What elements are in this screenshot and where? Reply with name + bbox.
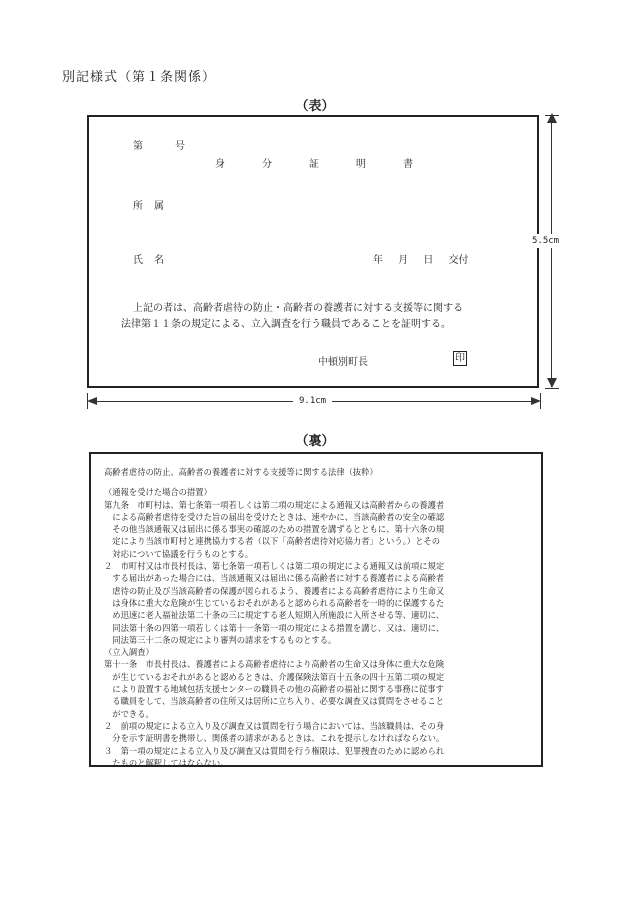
law-line: する届出があった場合には、当該通報又は届出に係る高齢者に対する養護者による高齢者 [104,573,445,584]
name-label: 氏名 [133,255,175,266]
spacer [104,478,532,486]
law-line: たものと解釈してはならない。 [104,757,229,768]
arrow-down-icon [547,378,557,388]
certification-text-line-2: 法律第１１条の規定による、立入調査を行う職員であることを証明する。 [121,319,451,330]
law-line: 定により当該市町村と連携協力する者（以下「高齢者虐待対応協力者」という。）とその [104,536,441,547]
card-number-prefix: 第 [133,141,143,152]
id-card-front [87,115,539,388]
width-dimension-label: 9.1cm [293,396,332,406]
law-line: 同法第三十二条の規定により審判の請求をするものとする。 [104,634,337,645]
law-line: 分を示す証明書を携帯し、関係者の請求があるときは、これを提示しなければならない。 [104,733,445,744]
law-line: 同法第十条の四第一項若しくは第十一条第一項の規定による措置を講じ、又は、適切に、 [104,622,445,633]
arrow-left-icon [87,397,97,405]
card-title: 身分証明書 [215,159,450,170]
law-line: （通報を受けた場合の措置） [104,487,212,498]
certification-text-line-1: 上記の者は、高齢者虐待の防止・高齢者の養護者に対する支援等に関する [133,303,463,314]
law-line: による高齢者虐待を受けた旨の届出を受けたときは、速やかに、当該高齢者の安全の確認 [104,511,445,522]
issuer-name: 中頓別町長 [318,357,368,368]
law-title: 高齢者虐待の防止、高齢者の養護者に対する支援等に関する法律（抜粋） [104,467,378,477]
law-line: 第九条 市町村は、第七条第一項若しくは第二項の規定による通報又は高齢者からの養護者 [104,499,445,510]
seal-mark: 印 [455,353,465,364]
law-line: ２ 市町村又は市長村長は、第七条第一項若しくは第二項の規定による通報又は前項に規定 [104,561,445,572]
law-line: 第十一条 市長村長は、養護者による高齢者虐待により高齢者の生命又は身体に重大な危険 [104,659,445,670]
issue-date-label: 年 月 日 交付 [373,255,469,266]
law-line: ができる。 [104,708,154,719]
height-dimension-label: 5.5cm [532,236,560,246]
affiliation-label: 所属 [133,201,175,212]
law-line: ３ 第一項の規定による立入り及び調査又は質問を行う権限は、犯罪捜査のために認められ [104,745,445,756]
height-dimension-line [551,118,552,387]
front-side-label: （表） [295,99,335,114]
law-excerpt [104,466,532,769]
law-line: その他当該通報又は届出に係る事実の確認のための措置を講ずるとともに、第十六条の規 [104,524,445,535]
law-line: ２ 前項の規定による立入り及び調査又は質問を行う場合においては、当該職員は、その身 [104,720,445,731]
law-line: 対応について協議を行うものとする。 [104,548,254,559]
back-side-label: （裏） [295,434,335,449]
law-line: る職員をして、当該高齢者の住所又は居所に立ち入り、必要な調査又は質問をさせること [104,696,445,707]
law-line: は身体に重大な危険が生じているおそれがあると認められる高齢者を一時的に保護するた [104,597,445,608]
law-line: （立入調査） [104,647,154,658]
law-line: め迅速に老人福祉法第二十条の三に規定する老人短期入所施設に入所させる等、適切に、 [104,610,445,621]
arrow-up-icon [547,113,557,123]
law-line: により設置する地域包括支援センターの職員その他の高齢者の福祉に関する事務に従事す [104,684,444,695]
law-line: 虐待の防止及び当該高齢者の保護が図られるよう、養護者による高齢者虐待により生命又 [104,585,445,596]
form-heading: 別記様式（第１条関係） [62,70,217,85]
law-line: が生じているおそれがあると認めるときは、介護保険法第百十五条の四十五第二項の規定 [104,671,445,682]
id-card-back [89,452,543,767]
height-dimension-tick-bottom [545,388,559,389]
arrow-right-icon [531,397,541,405]
card-number-suffix: 号 [175,141,185,152]
